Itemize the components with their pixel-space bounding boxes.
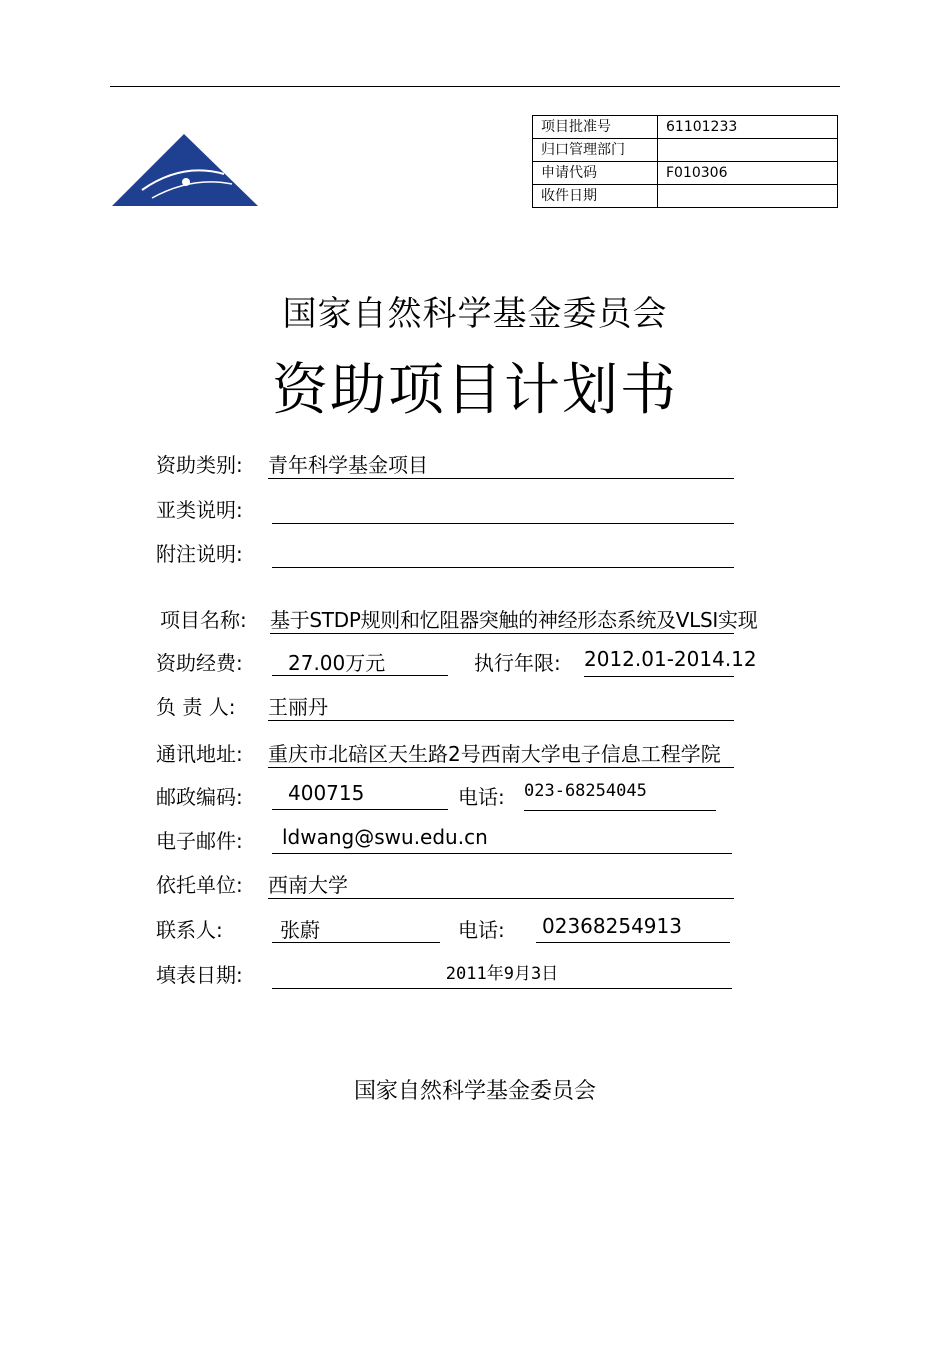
institution-label: 依托单位: (156, 873, 243, 897)
project-name-value: 基于STDP规则和忆阻器突触的神经形态系统及VLSI实现 (270, 608, 758, 632)
subcategory-row (156, 494, 736, 524)
date-row (156, 959, 736, 989)
meta-table (532, 115, 838, 208)
institution-value: 西南大学 (268, 873, 348, 897)
project-name-label: 项目名称: (160, 608, 247, 632)
address-label: 通讯地址: (156, 742, 243, 766)
pi-row (156, 691, 736, 721)
meta-row (533, 185, 838, 208)
meta-value: 61101233 (658, 116, 838, 139)
postcode-label: 邮政编码: (156, 785, 243, 809)
period-label: 执行年限: (474, 651, 561, 675)
address-row (156, 738, 836, 768)
meta-label: 申请代码 (533, 162, 658, 185)
pi-label: 负 责 人: (156, 695, 236, 719)
category-row (156, 449, 736, 479)
doc-title: 资助项目计划书 (272, 358, 678, 423)
contact-value: 张蔚 (280, 918, 320, 942)
period-value: 2012.01-2014.12 (584, 647, 757, 671)
pi-value: 王丽丹 (268, 695, 328, 719)
email-line (272, 825, 732, 854)
funding-line (272, 647, 448, 676)
meta-row (533, 162, 838, 185)
period-line (584, 647, 757, 677)
funding-label: 资助经费: (156, 651, 243, 675)
category-value: 青年科学基金项目 (268, 453, 428, 477)
date-line (272, 959, 732, 989)
remark-row (156, 538, 736, 568)
category-line (268, 449, 734, 479)
meta-row (533, 139, 838, 162)
postcode-line (272, 781, 448, 810)
subcategory-line (272, 494, 734, 524)
subcategory-label: 亚类说明: (156, 498, 243, 522)
contact-phone-line (536, 914, 730, 943)
funding-value: 27.00万元 (288, 651, 386, 675)
remark-label: 附注说明: (156, 542, 243, 566)
address-value: 重庆市北碚区天生路2号西南大学电子信息工程学院 (268, 742, 721, 766)
project-name-row (160, 604, 840, 634)
contact-phone-value: 02368254913 (542, 914, 682, 938)
email-value: ldwang@swu.edu.cn (282, 825, 488, 849)
contact-label: 联系人: (156, 918, 223, 942)
category-label: 资助类别: (156, 453, 243, 477)
meta-value: F010306 (658, 162, 838, 185)
institution-row (156, 869, 736, 899)
top-rule (110, 86, 840, 87)
phone-line (524, 781, 716, 811)
contact-line (272, 914, 440, 943)
postcode-row (156, 781, 756, 811)
phone-label: 电话: (458, 785, 505, 809)
contact-phone-label: 电话: (458, 918, 505, 942)
meta-label: 收件日期 (533, 185, 658, 208)
meta-value (658, 185, 838, 208)
email-label: 电子邮件: (156, 829, 243, 853)
meta-label: 归口管理部门 (533, 139, 658, 162)
org-name: 国家自然科学基金委员会 (282, 294, 668, 334)
meta-value (658, 139, 838, 162)
funding-row (156, 647, 756, 677)
date-value: 2011年9月3日 (445, 964, 559, 984)
email-row (156, 825, 736, 855)
phone-value: 023-68254045 (524, 781, 647, 801)
pi-line (268, 691, 734, 721)
meta-label: 项目批准号 (533, 116, 658, 139)
nsfc-logo (112, 132, 260, 212)
footer-org: 国家自然科学基金委员会 (353, 1079, 596, 1104)
contact-row (156, 914, 756, 944)
institution-line (268, 869, 734, 899)
postcode-value: 400715 (288, 781, 365, 805)
meta-row (533, 116, 838, 139)
date-label: 填表日期: (156, 963, 243, 987)
remark-line (272, 538, 734, 568)
